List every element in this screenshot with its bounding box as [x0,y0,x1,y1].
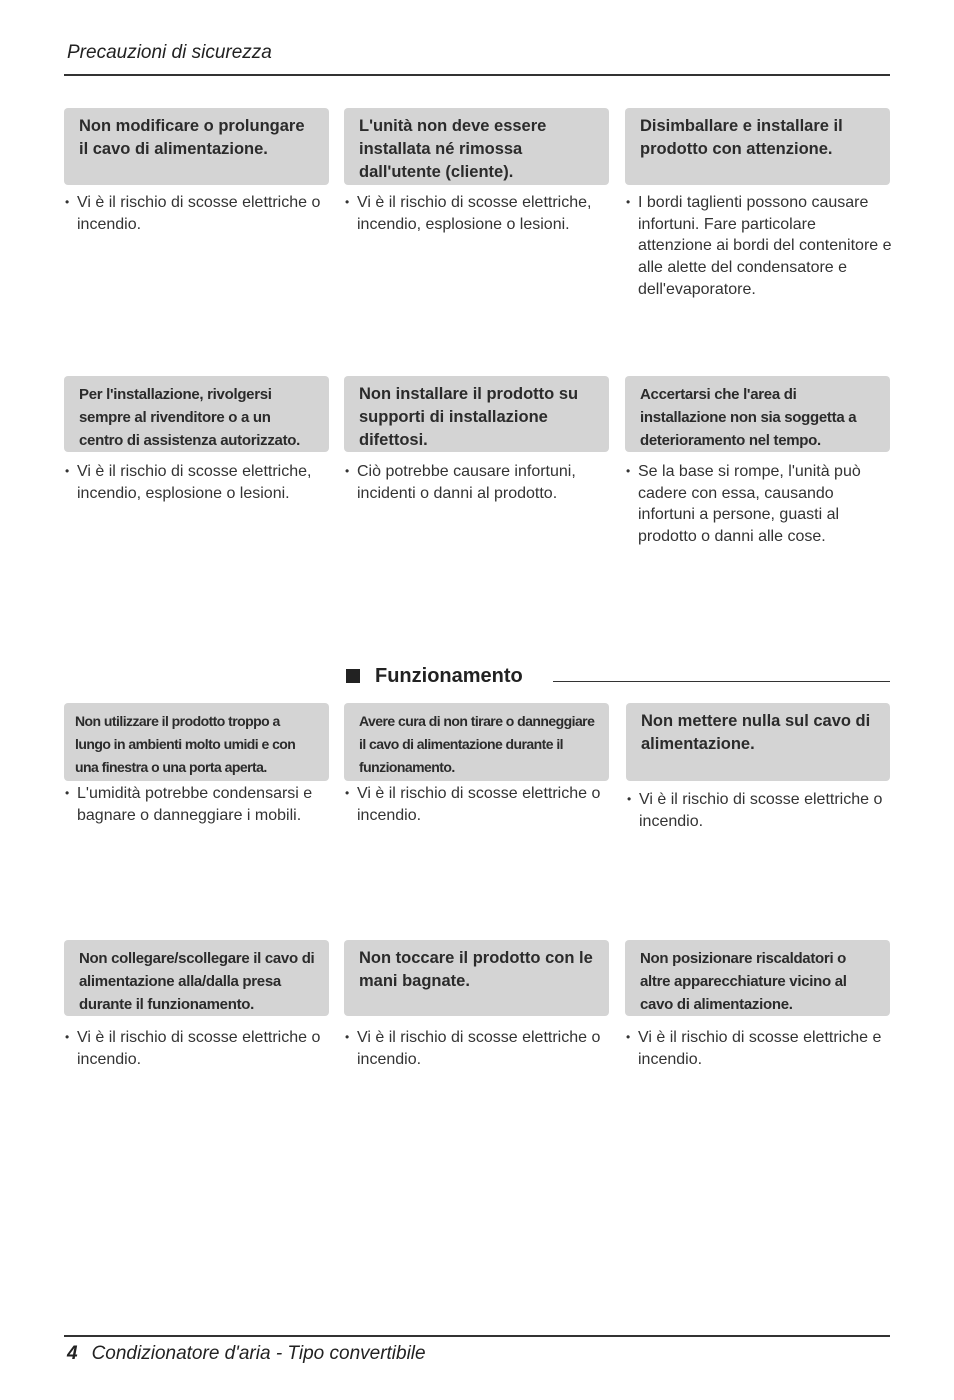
page-footer [67,1343,426,1365]
caution-box-8: Avere cura di non tirare o danneggiare il cavo di alimentazione durante il funzionamento. [344,703,609,781]
section-heading [346,663,523,689]
footer-text: Condizionatore d'aria - Tipo convertibile [91,1343,426,1364]
caution-box-10: Non collegare/scollegare il cavo di alimentazione alla/dalla presa durante il funzionamento. [64,940,329,1016]
caution-box-7: Non utilizzare il prodotto troppo a lungo in ambienti molto umidi e con una finestra o una porta aperta. [64,703,329,781]
section-rule [553,681,890,682]
section-title: Funzionamento [375,664,523,687]
caution-box-5: Non installare il prodotto su supporti di installazione difettosi. [344,376,609,452]
caution-box-3: Disimballare e installare il prodotto con attenzione. [625,108,890,185]
header-rule [64,74,890,76]
caution-box-6: Accertarsi che l'area di installazione non sia soggetta a deterioramento nel tempo. [625,376,890,452]
caution-bullet-8: • Vi è il rischio di scosse elettriche o incendio. [344,783,609,826]
section-square-icon [346,669,360,683]
caution-bullet-1: • Vi è il rischio di scosse elettriche o incendio. [64,192,332,235]
page-number: 4 [67,1343,78,1364]
caution-box-1: Non modificare o prolungare il cavo di alimentazione. [64,108,329,185]
caution-box-9: Non mettere nulla sul cavo di alimentazione. [626,703,890,781]
page-header-title: Precauzioni di sicurezza [67,42,272,63]
footer-rule [64,1335,890,1337]
caution-bullet-3: • I bordi taglienti possono causare infortuni. Fare particolare attenzione ai bordi del contenitore e alle alette del condensatore e dell'evaporatore. [625,192,893,301]
caution-box-4: Per l'installazione, rivolgersi sempre al rivenditore o a un centro di assistenza autorizzato. [64,376,329,452]
caution-bullet-5: • Ciò potrebbe causare infortuni, incidenti o danni al prodotto. [344,461,604,504]
caution-bullet-6: • Se la base si rompe, l'unità può cadere con essa, causando infortuni a persone, guasti al prodotto o danni alle cose. [625,461,887,548]
caution-box-2: L'unità non deve essere installata né rimossa dall'utente (cliente). [344,108,609,185]
caution-bullet-10: • Vi è il rischio di scosse elettriche o incendio. [64,1027,329,1070]
caution-box-11: Non toccare il prodotto con le mani bagnate. [344,940,609,1016]
caution-bullet-12: • Vi è il rischio di scosse elettriche e incendio. [625,1027,890,1070]
caution-box-12: Non posizionare riscaldatori o altre apparecchiature vicino al cavo di alimentazione. [625,940,890,1016]
caution-bullet-9: • Vi è il rischio di scosse elettriche o incendio. [626,789,888,832]
caution-bullet-4: • Vi è il rischio di scosse elettriche, incendio, esplosione o lesioni. [64,461,334,504]
caution-bullet-11: • Vi è il rischio di scosse elettriche o incendio. [344,1027,609,1070]
caution-bullet-2: • Vi è il rischio di scosse elettriche, incendio, esplosione o lesioni. [344,192,614,235]
caution-bullet-7: • L'umidità potrebbe condensarsi e bagnare o danneggiare i mobili. [64,783,336,826]
